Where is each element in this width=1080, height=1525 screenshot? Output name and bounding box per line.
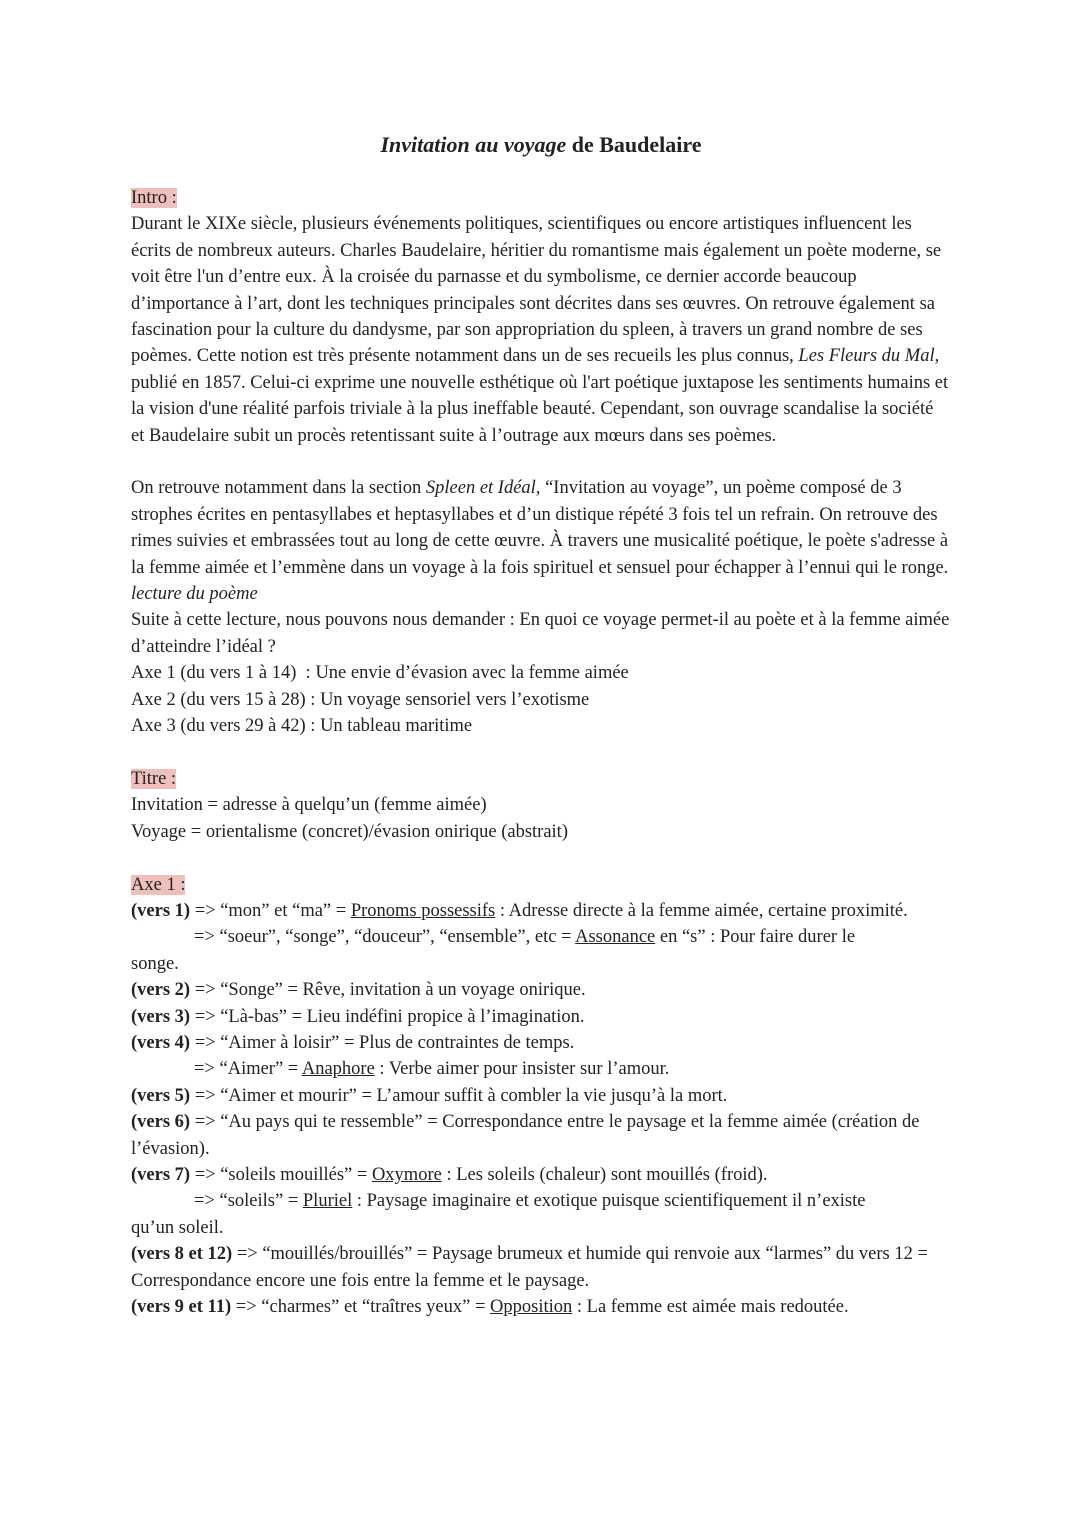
- axe1-vers-1-sub-cont: songe.: [131, 953, 179, 974]
- axe1-vers-5: (vers 5) => “Aimer et mourir” = L’amour suffit à combler la vie jusqu’à la mort.: [131, 1085, 728, 1106]
- axe1-vers-1-sub: => “soeur”, “songe”, “douceur”, “ensemble”, etc = Assonance en “s” : Pour faire durer le: [194, 927, 856, 948]
- titre-line-1: Invitation = adresse à quelqu’un (femme aimée): [131, 795, 487, 816]
- axe1-vers-7-sub: => “soleils” = Pluriel : Paysage imaginaire et exotique puisque scientifiquement il n’existe: [194, 1191, 866, 1212]
- intro-heading: Intro :: [131, 188, 177, 208]
- lecture-note: lecture du poème: [131, 584, 258, 605]
- axe1-heading: Axe 1 :: [131, 874, 186, 895]
- axe1-vers-7-sub-cont: qu’un soleil.: [131, 1217, 224, 1238]
- titre-heading: Titre :: [131, 768, 177, 789]
- axe1-vers-8-12: (vers 8 et 12) => “mouillés/brouillés” = Paysage brumeux et humide qui renvoie aux “larmes” du vers 12 = Correspondance encore une fois entre la femme et le paysage.: [131, 1244, 928, 1291]
- axe1-vers-9-11: (vers 9 et 11) => “charmes” et “traîtres yeux” = Opposition : La femme est aimée mais redoutée.: [131, 1297, 849, 1318]
- axe1-vers-1: (vers 1) => “mon” et “ma” = Pronoms possessifs : Adresse directe à la femme aimée, certaine proximité.: [131, 900, 908, 921]
- axe1-vers-6: (vers 6) => “Au pays qui te ressemble” = Correspondance entre le paysage et la femme aimée (création de l’évasion).: [131, 1112, 920, 1159]
- document-title: Invitation au voyage de Baudelaire: [380, 132, 702, 157]
- document-page: [131, 132, 951, 1320]
- intro-paragraph-1: Durant le XIXe siècle, plusieurs événements politiques, scientifiques ou encore artistiques influencent les écrits de nombreux auteurs. Charles Baudelaire, héritier du romantisme mais également un poète moderne, se voit être l'un d’entre eux. À la croisée du parnasse et du symbolisme, ce dernier accorde beaucoup d’importance à l’art, dont les techniques principales sont décrites dans ses œuvres. On retrouve également sa fascination pour la culture du dandysme, par son appropriation du spleen, à travers un grand nombre de ses poèmes. Cette notion est très présente notamment dans un de ses recueils les plus connus, Les Fleurs du Mal, publié en 1857. Celui-ci exprime une nouvelle esthétique où l'art poétique juxtapose les sentiments humains et la vision d'une réalité parfois triviale à la plus ineffable beauté. Cependant, son ouvrage scandalise la société et Baudelaire subit un procès retentissant suite à l’outrage aux mœurs dans ses poèmes.: [131, 214, 949, 446]
- axe1-vers-3: (vers 3) => “Là-bas” = Lieu indéfini propice à l’imagination.: [131, 1006, 585, 1027]
- axe1-vers-4-sub: => “Aimer” = Anaphore : Verbe aimer pour insister sur l’amour.: [194, 1059, 670, 1080]
- problematique: Suite à cette lecture, nous pouvons nous demander : En quoi ce voyage permet-il au poète et à la femme aimée d’atteindre l’idéal ?: [131, 610, 950, 657]
- axe-line-2: Axe 2 (du vers 15 à 28) : Un voyage sensoriel vers l’exotisme: [131, 689, 590, 710]
- axe-line-1: Axe 1 (du vers 1 à 14) : Une envie d’évasion avec la femme aimée: [131, 663, 629, 684]
- axe1-vers-7: (vers 7) => “soleils mouillés” = Oxymore : Les soleils (chaleur) sont mouillés (froid).: [131, 1164, 768, 1185]
- axe1-vers-4: (vers 4) => “Aimer à loisir” = Plus de contraintes de temps.: [131, 1032, 575, 1053]
- axe1-vers-2: (vers 2) => “Songe” = Rêve, invitation à un voyage onirique.: [131, 980, 586, 1001]
- titre-line-2: Voyage = orientalisme (concret)/évasion onirique (abstrait): [131, 821, 568, 842]
- intro-paragraph-2: On retrouve notamment dans la section Spleen et Idéal, “Invitation au voyage”, un poème composé de 3 strophes écrites en pentasyllabes et heptasyllabes et d’un distique répété 3 fois tel un refrain. On retrouve des rimes suivies et embrassées tout au long de cette œuvre. À travers une musicalité poétique, le poète s'adresse à la femme aimée et l’emmène dans un voyage à la fois spirituel et sensuel pour échapper à l’ennui qui le ronge.: [131, 478, 949, 578]
- axe-line-3: Axe 3 (du vers 29 à 42) : Un tableau maritime: [131, 716, 473, 737]
